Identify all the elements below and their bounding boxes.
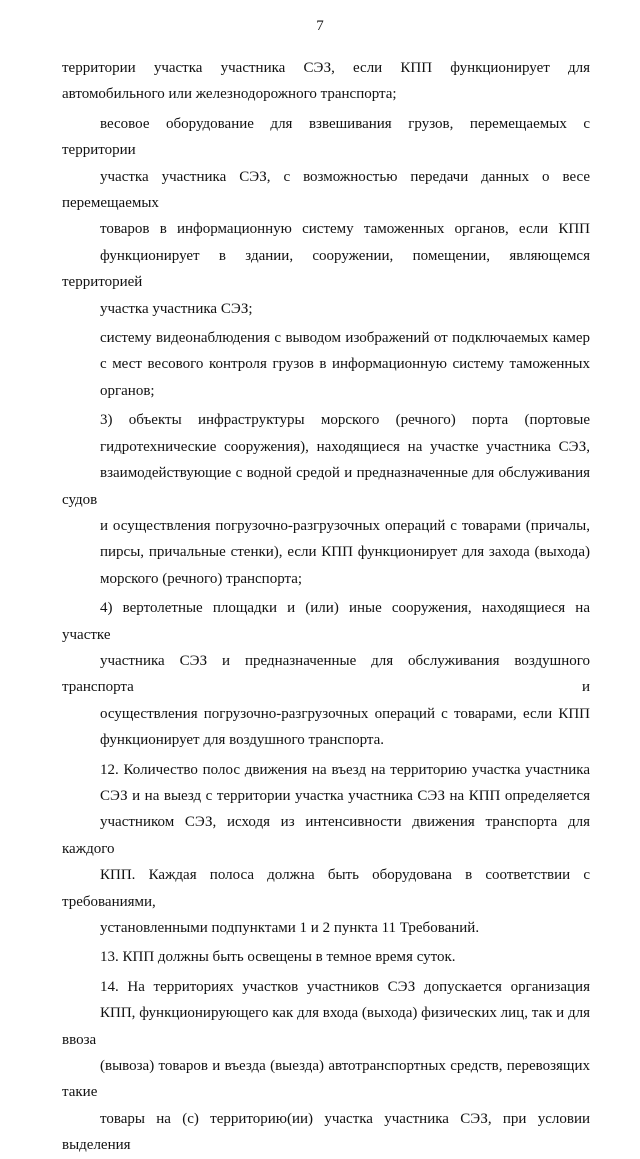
text-line: товаров в информационную систему таможенных органов, если КПП — [100, 221, 590, 238]
text-line: и осуществления погрузочно-разгрузочных операций с товарами (причалы, — [100, 517, 590, 534]
paragraph — [62, 111, 590, 322]
text-line: с мест весового контроля грузов в информационную систему таможенных — [100, 356, 590, 373]
text-line: функционирует для воздушного транспорта. — [100, 732, 385, 749]
text-line: установленными подпунктами 1 и 2 пункта 11 Требований. — [100, 920, 480, 936]
text-line: (вывоза) товаров и въезда (выезда) автотранспортных средств, перевозящих такие — [62, 1058, 590, 1101]
page-number: 7 — [316, 18, 324, 34]
text-line: товары на (с) территорию(ии) участка участника СЭЗ, при условии выделения — [62, 1110, 590, 1154]
paragraph — [62, 407, 590, 592]
text-line: автомобильного или железнодорожного транспорта; — [62, 86, 397, 103]
text-line: 14. На территориях участков участников СЭЗ допускается организация — [100, 978, 590, 995]
paragraph — [62, 974, 590, 1159]
text-line: 3) объекты инфраструктуры морского (речного) порта (портовые — [100, 412, 590, 429]
text-line: КПП. Каждая полоса должна быть оборудована в соответствии с требованиями, — [62, 867, 590, 910]
text-line: осуществления погрузочно-разгрузочных операций с товарами, если КПП — [100, 705, 590, 722]
paragraph — [62, 55, 590, 108]
text-line: СЭЗ и на выезд с территории участка участника СЭЗ на КПП определяется — [100, 787, 590, 804]
text-line: гидротехнические сооружения), находящиеся на участке участника СЭЗ, — [100, 438, 590, 455]
text-line: пирсы, причальные стенки), если КПП функционирует для захода (выхода) — [100, 544, 590, 561]
text-line: весовое оборудование для взвешивания грузов, перемещаемых с территории — [62, 115, 590, 159]
text-line: 12. Количество полос движения на въезд на территорию участка участника — [100, 761, 590, 778]
text-line: 4) вертолетные площадки и (или) иные сооружения, находящиеся на участке — [62, 600, 590, 643]
text-line: взаимодействующие с водной средой и предназначенные для обслуживания судов — [62, 465, 590, 508]
text-line: КПП, функционирующего как для входа (выхода) физических лиц, так и для ввоза — [62, 1005, 590, 1048]
paragraph — [62, 595, 590, 753]
document-body — [62, 55, 590, 1159]
text-line: участка участника СЭЗ, с возможностью передачи данных о весе перемещаемых — [62, 168, 590, 212]
text-line: участка участника СЭЗ; — [100, 300, 253, 317]
text-line: участником СЭЗ, исходя из интенсивности движения транспорта для каждого — [62, 814, 590, 857]
paragraph — [62, 944, 590, 970]
text-line: органов; — [100, 382, 155, 399]
text-line: территории участка участника СЭЗ, если КПП функционирует для — [62, 60, 590, 76]
text-line: систему видеонаблюдения с выводом изображений от подключаемых камер — [100, 330, 590, 347]
text-line: участника СЭЗ и предназначенные для обслуживания воздушного транспорта и — [62, 652, 590, 696]
paragraph — [62, 325, 590, 404]
text-line: 13. КПП должны быть освещены в темное время суток. — [100, 949, 456, 966]
text-line: морского (речного) транспорта; — [100, 570, 303, 587]
paragraph — [62, 757, 590, 942]
text-line: функционирует в здании, сооружении, помещении, являющемся территорией — [62, 247, 590, 291]
